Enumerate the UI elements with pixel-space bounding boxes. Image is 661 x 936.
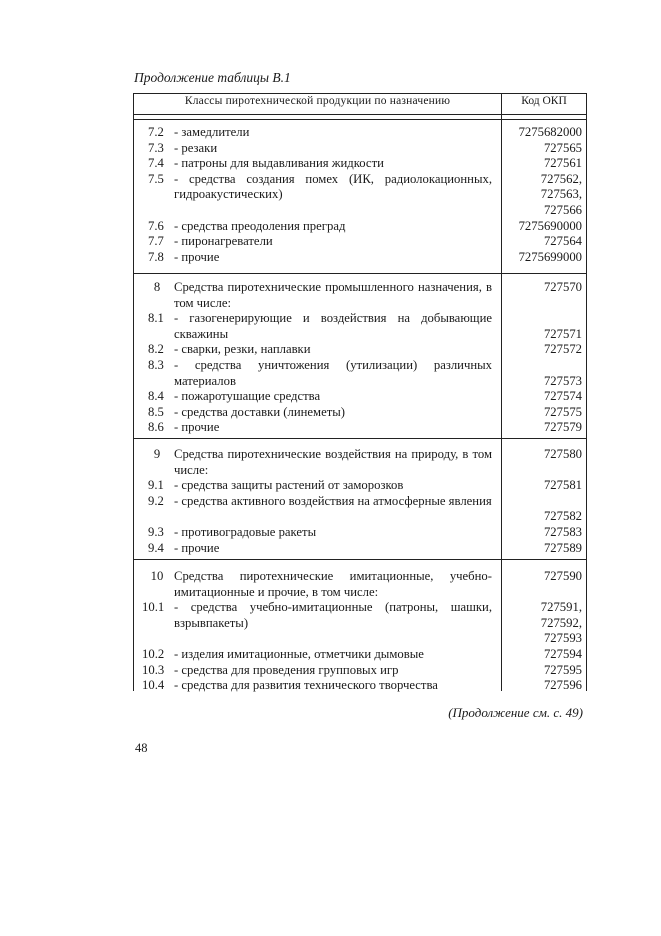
row-text: - прочие xyxy=(174,420,220,435)
row-text: - средства уничтожения (утилизации) различных материалов xyxy=(174,358,492,388)
row-code: 727589 xyxy=(543,540,582,555)
row-code: 727572 xyxy=(543,342,582,357)
row-text: - средства для проведения групповых игр xyxy=(174,662,399,677)
row-text: - замедлители xyxy=(174,125,250,139)
header-divider xyxy=(134,114,586,115)
row-code: 727574 xyxy=(543,389,582,404)
row-number: 8 xyxy=(153,280,161,294)
table-caption: Продолжение таблицы В.1 xyxy=(134,70,291,85)
row-text: - средства для развития технического творчества xyxy=(174,678,438,693)
row-number: 9 xyxy=(153,447,161,461)
group-divider xyxy=(134,559,586,560)
row-text: - пожаротушащие средства xyxy=(174,389,321,404)
row-code: 727582 xyxy=(543,509,582,524)
row-code: 727596 xyxy=(543,678,582,693)
row-number: 10.3 xyxy=(142,662,165,677)
row-code: 7275682000 xyxy=(518,125,582,139)
row-text: - газогенерирующие и воздействия на добывающие скважины xyxy=(174,311,492,341)
row-number: 8.2 xyxy=(148,342,164,357)
row-code: 727594 xyxy=(543,647,582,661)
header-divider-double xyxy=(134,119,586,120)
row-text: - сварки, резки, наплавки xyxy=(174,342,311,357)
row-number: 7.2 xyxy=(148,125,164,139)
row-code: 727590 xyxy=(543,569,582,583)
row-text: - средства преодоления преград xyxy=(174,218,346,233)
row-number: 8.4 xyxy=(148,389,164,404)
row-code: 727571 xyxy=(543,326,582,341)
row-code: 727595 xyxy=(543,662,582,677)
row-code: 727580 xyxy=(543,447,582,461)
row-text: - средства доставки (линеметы) xyxy=(174,404,346,419)
column-header-code: Код ОКП xyxy=(521,95,567,107)
row-number: 8.6 xyxy=(148,420,164,435)
row-code: 727573 xyxy=(543,373,582,388)
row-code: 7275699000 xyxy=(518,249,582,264)
row-number: 7.3 xyxy=(148,140,164,155)
row-text: - средства активного воздействия на атмосферные явления xyxy=(174,493,492,508)
row-text: - пиронагреватели xyxy=(174,234,273,249)
group-divider xyxy=(134,273,586,274)
row-number: 7.7 xyxy=(148,234,164,249)
row-number: 7.8 xyxy=(148,249,164,264)
row-code: 727579 xyxy=(543,420,582,435)
page-number: 48 xyxy=(135,741,148,755)
row-text: - прочие xyxy=(174,249,220,264)
row-number: 9.1 xyxy=(148,478,164,493)
row-number: 7.6 xyxy=(148,218,164,233)
row-text: - средства защиты растений от заморозков xyxy=(174,478,404,493)
row-number: 7.4 xyxy=(148,156,164,171)
row-text: - резаки xyxy=(174,140,218,155)
row-text: - изделия имитационные, отметчики дымовые xyxy=(174,647,424,661)
row-text: - противоградовые ракеты xyxy=(174,525,317,539)
row-text: Средства пиротехнические промышленного назначения, в том числе: xyxy=(174,280,492,310)
row-code: 727564 xyxy=(543,234,582,249)
row-text: - средства учебно-имитационные (патроны, шашки, взрывпакеты) xyxy=(174,600,492,630)
row-code: 727591, 727592, 727593 xyxy=(540,600,582,646)
row-number: 9.2 xyxy=(148,493,164,508)
row-code: 727561 xyxy=(543,156,582,171)
row-number: 10.2 xyxy=(142,647,165,661)
row-text: - прочие xyxy=(174,540,220,555)
row-code: 727575 xyxy=(543,404,582,419)
row-number: 10 xyxy=(150,569,164,583)
row-code: 7275690000 xyxy=(518,218,582,233)
row-number: 10.1 xyxy=(142,600,165,615)
row-number: 8.3 xyxy=(148,358,164,372)
row-number: 9.3 xyxy=(148,525,164,539)
continuation-note: (Продолжение см. с. 49) xyxy=(448,705,583,720)
row-code: 727583 xyxy=(543,525,582,539)
row-number: 10.4 xyxy=(142,678,165,693)
row-text: Средства пиротехнические воздействия на природу, в том числе: xyxy=(174,447,492,477)
row-text: - патроны для выдавливания жидкости xyxy=(174,156,384,171)
row-number: 7.5 xyxy=(148,171,164,186)
row-text: - средства создания помех (ИК, радиолокационных, гидроакустических) xyxy=(174,171,492,202)
group-divider xyxy=(134,438,586,439)
column-header-name: Классы пиротехнической продукции по назначению xyxy=(184,95,451,107)
classification-table xyxy=(133,93,587,691)
row-code: 727581 xyxy=(543,478,582,493)
row-code: 727565 xyxy=(543,140,582,155)
row-number: 8.1 xyxy=(148,311,164,326)
row-text: Средства пиротехнические имитационные, учебно-имитационные и прочие, в том числе: xyxy=(174,569,492,599)
row-number: 8.5 xyxy=(148,404,164,419)
table-top-border xyxy=(134,93,586,94)
row-number: 9.4 xyxy=(148,540,164,555)
row-code: 727562, 727563, 727566 xyxy=(540,171,582,217)
row-code: 727570 xyxy=(543,280,582,294)
